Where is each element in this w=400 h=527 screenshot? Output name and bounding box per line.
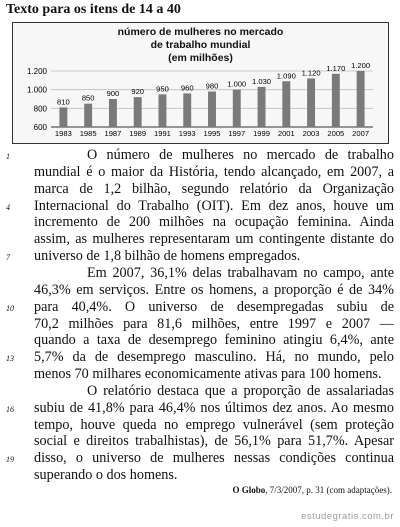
bar-value-label: 1.120 [301, 68, 321, 78]
x-tick-label: 2001 [277, 129, 295, 138]
x-tick-label: 1993 [178, 129, 196, 138]
bar [183, 93, 191, 127]
line-text: 46,3% em serviços. Entre os homens, a proporção é de 34% [34, 281, 394, 298]
bar-value-label: 1.000 [227, 79, 247, 89]
bar [109, 99, 117, 127]
bar-value-label: 980 [205, 81, 219, 91]
line-text: menos 70 milhares economicamente ativas para 100 homens. [34, 366, 382, 383]
y-tick-label: 1.200 [26, 67, 47, 76]
line-text: universo de 1,8 bilhão de homens empregados. [34, 248, 301, 265]
x-tick-label: 1997 [228, 129, 246, 138]
line-text: O relatório destaca que a proporção de assalariadas [87, 382, 394, 399]
line-text: assim, as mulheres representaram um contingente distante do [34, 231, 394, 248]
line-text: Em 2007, 36,1% delas trabalhavam no campo, ante [87, 264, 394, 281]
line-text: marca de 1,2 bilhão, segundo relatório da Organização [34, 180, 394, 197]
line-text: social e direitos trabalhistas), de 56,1% para 51,7%. Apesar [34, 433, 394, 450]
line-text: incremento de 200 milhões na ocupação feminina. Ainda [34, 214, 394, 231]
line-number: 19 [6, 455, 14, 465]
site-watermark: estudegratis.com.br [301, 511, 394, 522]
bar [233, 90, 241, 127]
bar [134, 97, 142, 127]
bar [208, 92, 216, 127]
line-text: tempo, houve queda no emprego vulnerável (sem proteção [34, 416, 394, 433]
y-tick-label: 600 [33, 123, 47, 132]
source-details: , 7/3/2007, p. 31 (com adaptações). [265, 485, 392, 495]
line-text: para 40,4%. O universo de desempregadas subiu de [34, 298, 394, 315]
bar-value-label: 1.030 [252, 76, 272, 86]
bar-value-label: 850 [81, 93, 95, 103]
women-labor-chart [12, 22, 389, 144]
bar-value-label: 810 [57, 97, 70, 107]
line-number: 16 [6, 404, 14, 414]
line-number: 10 [6, 303, 14, 313]
x-tick-label: 1987 [104, 129, 122, 138]
x-tick-label: 2005 [327, 129, 345, 138]
x-tick-label: 1989 [129, 129, 147, 138]
line-text: O número de mulheres no mercado de trabalho [87, 147, 394, 163]
line-text: subiu de 41,8% para 46,4% nos últimos dez anos. Ao mesmo [34, 399, 394, 416]
line-number: 4 [6, 202, 10, 212]
bar [357, 71, 365, 127]
chart-title-line-2: de trabalho mundial [150, 39, 251, 51]
line-text: 70,2 milhões para 81,6 milhões, entre 1997 e 2007 — [34, 315, 394, 332]
bar-value-label: 1.170 [326, 63, 346, 73]
section-heading: Texto para os itens de 14 a 40 [6, 2, 181, 17]
x-tick-label: 2007 [352, 129, 370, 138]
bar [59, 107, 67, 127]
line-text: mundial é o maior da História, tendo alcançado, em 2007, a [34, 163, 394, 180]
source-citation [233, 485, 392, 495]
bar-value-label: 920 [131, 87, 145, 97]
line-text: disso, o universo de mulheres nessas condições continua [34, 450, 394, 467]
line-text: quando a taxa de desemprego feminino atingiu 6,4%, ante [34, 332, 394, 349]
bar-value-label: 960 [180, 83, 194, 93]
line-number: 1 [6, 152, 10, 161]
line-text: Internacional do Trabalho (OIT). Em dez anos, houve um [34, 197, 394, 214]
bar-value-label: 950 [156, 84, 169, 94]
line-number: 13 [6, 354, 14, 364]
chart-title-line-1: número de mulheres no mercado [117, 26, 284, 38]
x-tick-label: 1985 [79, 129, 97, 138]
line-text: 5,7% da de desemprego masculino. Há, no mundo, pelo [34, 349, 394, 366]
y-tick-label: 1.000 [26, 85, 47, 95]
x-tick-label: 1983 [54, 129, 72, 138]
bar [258, 87, 266, 127]
chart-title-line-3: (em milhões) [168, 52, 233, 64]
bar [282, 81, 290, 127]
y-tick-label: 800 [33, 104, 47, 114]
line-text: superando o dos homens. [34, 467, 178, 484]
bar [158, 94, 166, 127]
bar [332, 74, 340, 127]
bar [307, 78, 315, 127]
text-line [0, 466, 400, 485]
bar-value-label: 1.090 [276, 71, 296, 81]
bar [84, 104, 92, 127]
x-tick-label: 2003 [302, 129, 320, 138]
x-tick-label: 1991 [154, 129, 171, 138]
chart-plot [13, 23, 388, 143]
source-newspaper: O Globo [232, 485, 266, 495]
x-tick-label: 1999 [253, 129, 270, 138]
bar-value-label: 1.200 [351, 61, 371, 70]
bar-value-label: 900 [106, 89, 120, 98]
line-number: 7 [6, 253, 10, 263]
x-tick-label: 1995 [203, 129, 221, 138]
